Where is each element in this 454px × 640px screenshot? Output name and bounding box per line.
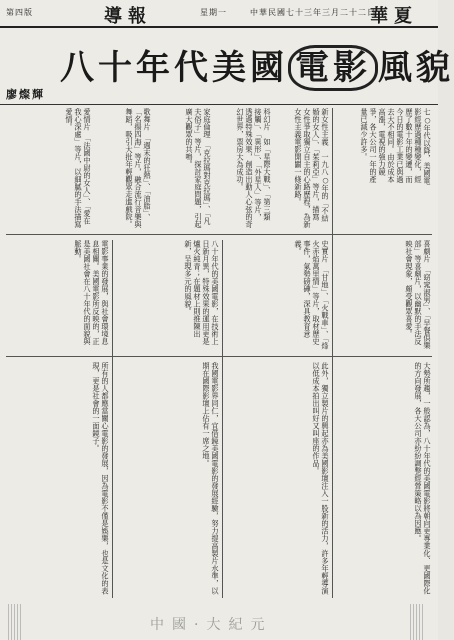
headline (60, 40, 454, 91)
page-number: 第四版 (6, 8, 33, 17)
divider (6, 234, 432, 235)
article-paragraph: 電影事業的發展，與社會環境息息相關。美國電影所反映的，正是美國社會在八十年代的面貌與脈動。 (74, 240, 110, 345)
headline-boxed-word: 電影 (288, 45, 378, 91)
author-byline: 廖燦輝 (6, 88, 45, 101)
section-scifi: 科幻片 如「星際大戰」、「第三類接觸」、「異形」、「外星人」等片，透過特殊效果，創造出動人心弦的奇幻世界，票房大為成功。 (236, 108, 272, 228)
weekday: 星期一 (200, 8, 227, 17)
section-romance: 愛情片 「法國中尉的女人」、「愛在我心深處」等片，以細膩的手法描寫愛情。 (65, 108, 92, 228)
article-body (6, 108, 432, 598)
section-comedy: 喜劇片 「窈窕淑男」、「早餐俱樂部」等喜劇片，以幽默的手法反映社會現象，頗受觀眾喜愛。 (405, 240, 432, 350)
article-paragraph: 我國電影界同仁，宜借鏡美國電影的發展經驗，努力提高製片水準，以期在國際影壇上佔有一席之地。 (202, 362, 220, 595)
headline-area (0, 30, 454, 105)
article-paragraph: 七○年代以降，美國電影經歷過種種變化，經歷了數十年的變遷，而今日的電影工業已與過去大不相同。由於成本高漲，電視的強力競爭，各大公司一年的產量已減少許多。 (360, 108, 432, 185)
headline-part-2: 風貌 (378, 48, 454, 88)
masthead (0, 0, 438, 28)
headline-part-1: 八十年代美國 (60, 48, 288, 88)
paper-name-right: 華夏 (370, 6, 418, 27)
publication-date: 中華民國七十三年三月二十二日 (250, 8, 376, 17)
paper-name-left: 導報 (104, 6, 152, 27)
scan-stripe (410, 604, 424, 640)
column-rule (332, 108, 333, 598)
article-paragraph: 所有的人都應當關心電影的發展，因為電影不僅是娛樂，也是文化的表現，更是社會的一面鏡子。 (92, 362, 110, 595)
article-paragraph: 此外，獨立製片的興起亦為美國影壇注入一股新的活力，許多年輕導演以低成本拍出叫好又叫座的作品。 (312, 362, 330, 595)
section-new-feminism: 新女性主義 一九八○年的「不結婚的女人」、「茱莉亞」等片，描寫女性爭取獨立自主的心路歷程，為新女性主義電影開闢一條新路。 (294, 108, 330, 228)
scan-footer (0, 604, 438, 640)
column-rule (222, 240, 223, 598)
article-paragraph: 八十年代的美國電影，在技術上日新月異，特殊效果的運用更是爐火純青；在題材上則推陳出新，呈現多元的風貌。 (184, 240, 220, 345)
scan-stripe (8, 604, 22, 640)
column-rule (112, 240, 113, 598)
divider (6, 356, 432, 357)
section-history: 史實片 「甘地」、「火戰車」、「烽火赤焰萬里情」等片，取材歷史事件，氣勢磅礡，深具教育意義。 (294, 240, 330, 350)
watermark: 中國·大紀元 (150, 617, 273, 633)
section-musical: 歌舞片 「週末的狂熱」、「油脂」、「名揚四海」等片，融合流行音樂與舞蹈，吸引大批年輕觀眾走進戲院。 (125, 108, 152, 228)
section-family: 家庭倫理 「克拉瑪對克拉瑪」、「凡夫俗子」等片，探討家庭問題，引起廣大觀眾的共鳴。 (185, 108, 212, 228)
article-paragraph: 大勢所趨，一般認為，八十年代的美國電影將朝向更專業化、更國際化的方向發展，各大公司亦紛紛調整經營策略以為因應。 (414, 362, 432, 595)
